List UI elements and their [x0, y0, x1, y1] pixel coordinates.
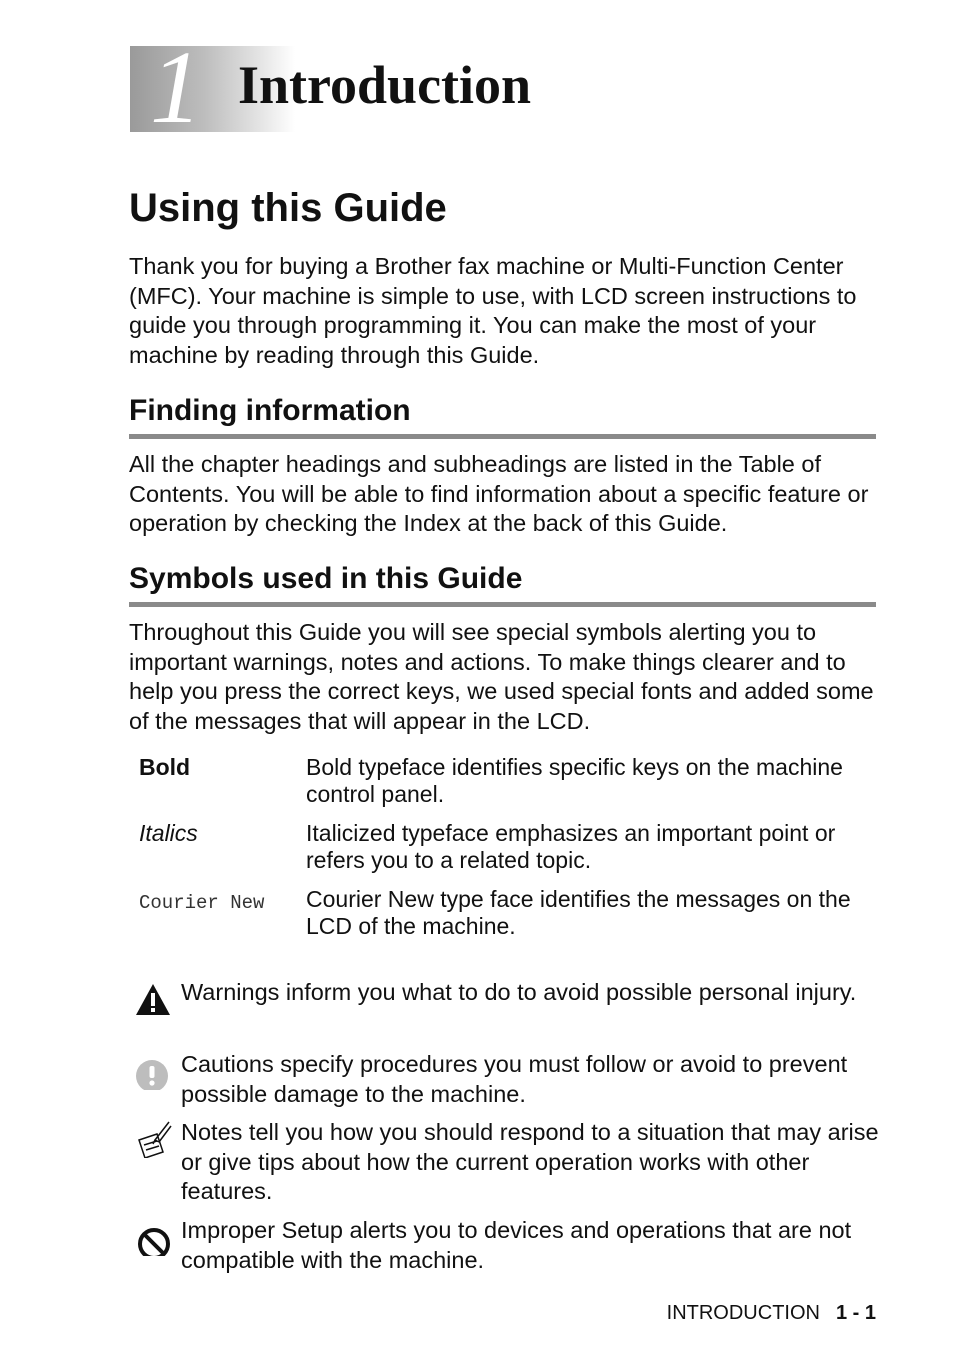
- prohibited-icon: [133, 1216, 173, 1256]
- note-icon: [133, 1118, 173, 1158]
- page-number: 1 - 1: [835, 1302, 876, 1324]
- footer-section: INTRODUCTION: [666, 1302, 820, 1324]
- symbols-paragraph: Throughout this Guide you will see special symbols alerting you to important warnings, notes and actions. To make things clearer and to help you press the correct keys, we used special fonts and added some of the messages that will appear in the LCD.: [129, 619, 874, 734]
- caution-icon: [133, 1050, 173, 1090]
- symbol-desc: Courier New type face identifies the messages on the LCD of the machine.: [306, 886, 851, 939]
- symbols-rule: [129, 602, 876, 607]
- finding-heading: Finding information: [129, 394, 411, 427]
- finding-rule: [129, 434, 876, 439]
- page-footer: [667, 1300, 876, 1326]
- notice-text: Warnings inform you what to do to avoid possible personal injury.: [181, 979, 857, 1005]
- symbol-term: Italics: [139, 820, 198, 846]
- finding-paragraph: All the chapter headings and subheadings are listed in the Table of Contents. You will be able to find information about a specific feature or operation by checking the Index at the back of this Guide.: [129, 451, 869, 536]
- symbol-desc: Italicized typeface emphasizes an important point or refers you to a related topic.: [306, 820, 836, 873]
- symbol-desc: Bold typeface identifies specific keys on the machine control panel.: [306, 754, 843, 807]
- warning-icon: [133, 978, 173, 1018]
- notice-text: Notes tell you how you should respond to a situation that may arise or give tips about how the current operation works with other features.: [181, 1119, 879, 1204]
- section-title: Using this Guide: [129, 186, 447, 230]
- notice-text: Cautions specify procedures you must follow or avoid to prevent possible damage to the machine.: [181, 1051, 848, 1107]
- chapter-number: 1: [150, 30, 202, 145]
- chapter-title: Introduction: [238, 55, 532, 115]
- symbol-term: Bold: [139, 754, 191, 780]
- symbols-heading: Symbols used in this Guide: [129, 562, 523, 595]
- symbol-term: Courier New: [139, 892, 265, 914]
- intro-paragraph: Thank you for buying a Brother fax machine or Multi-Function Center (MFC). Your machine is simple to use, with LCD screen instructions to guide you through programming it. You can make the most of your machine by reading through this Guide.: [129, 253, 857, 368]
- notice-text: Improper Setup alerts you to devices and operations that are not compatible with the machine.: [181, 1217, 852, 1273]
